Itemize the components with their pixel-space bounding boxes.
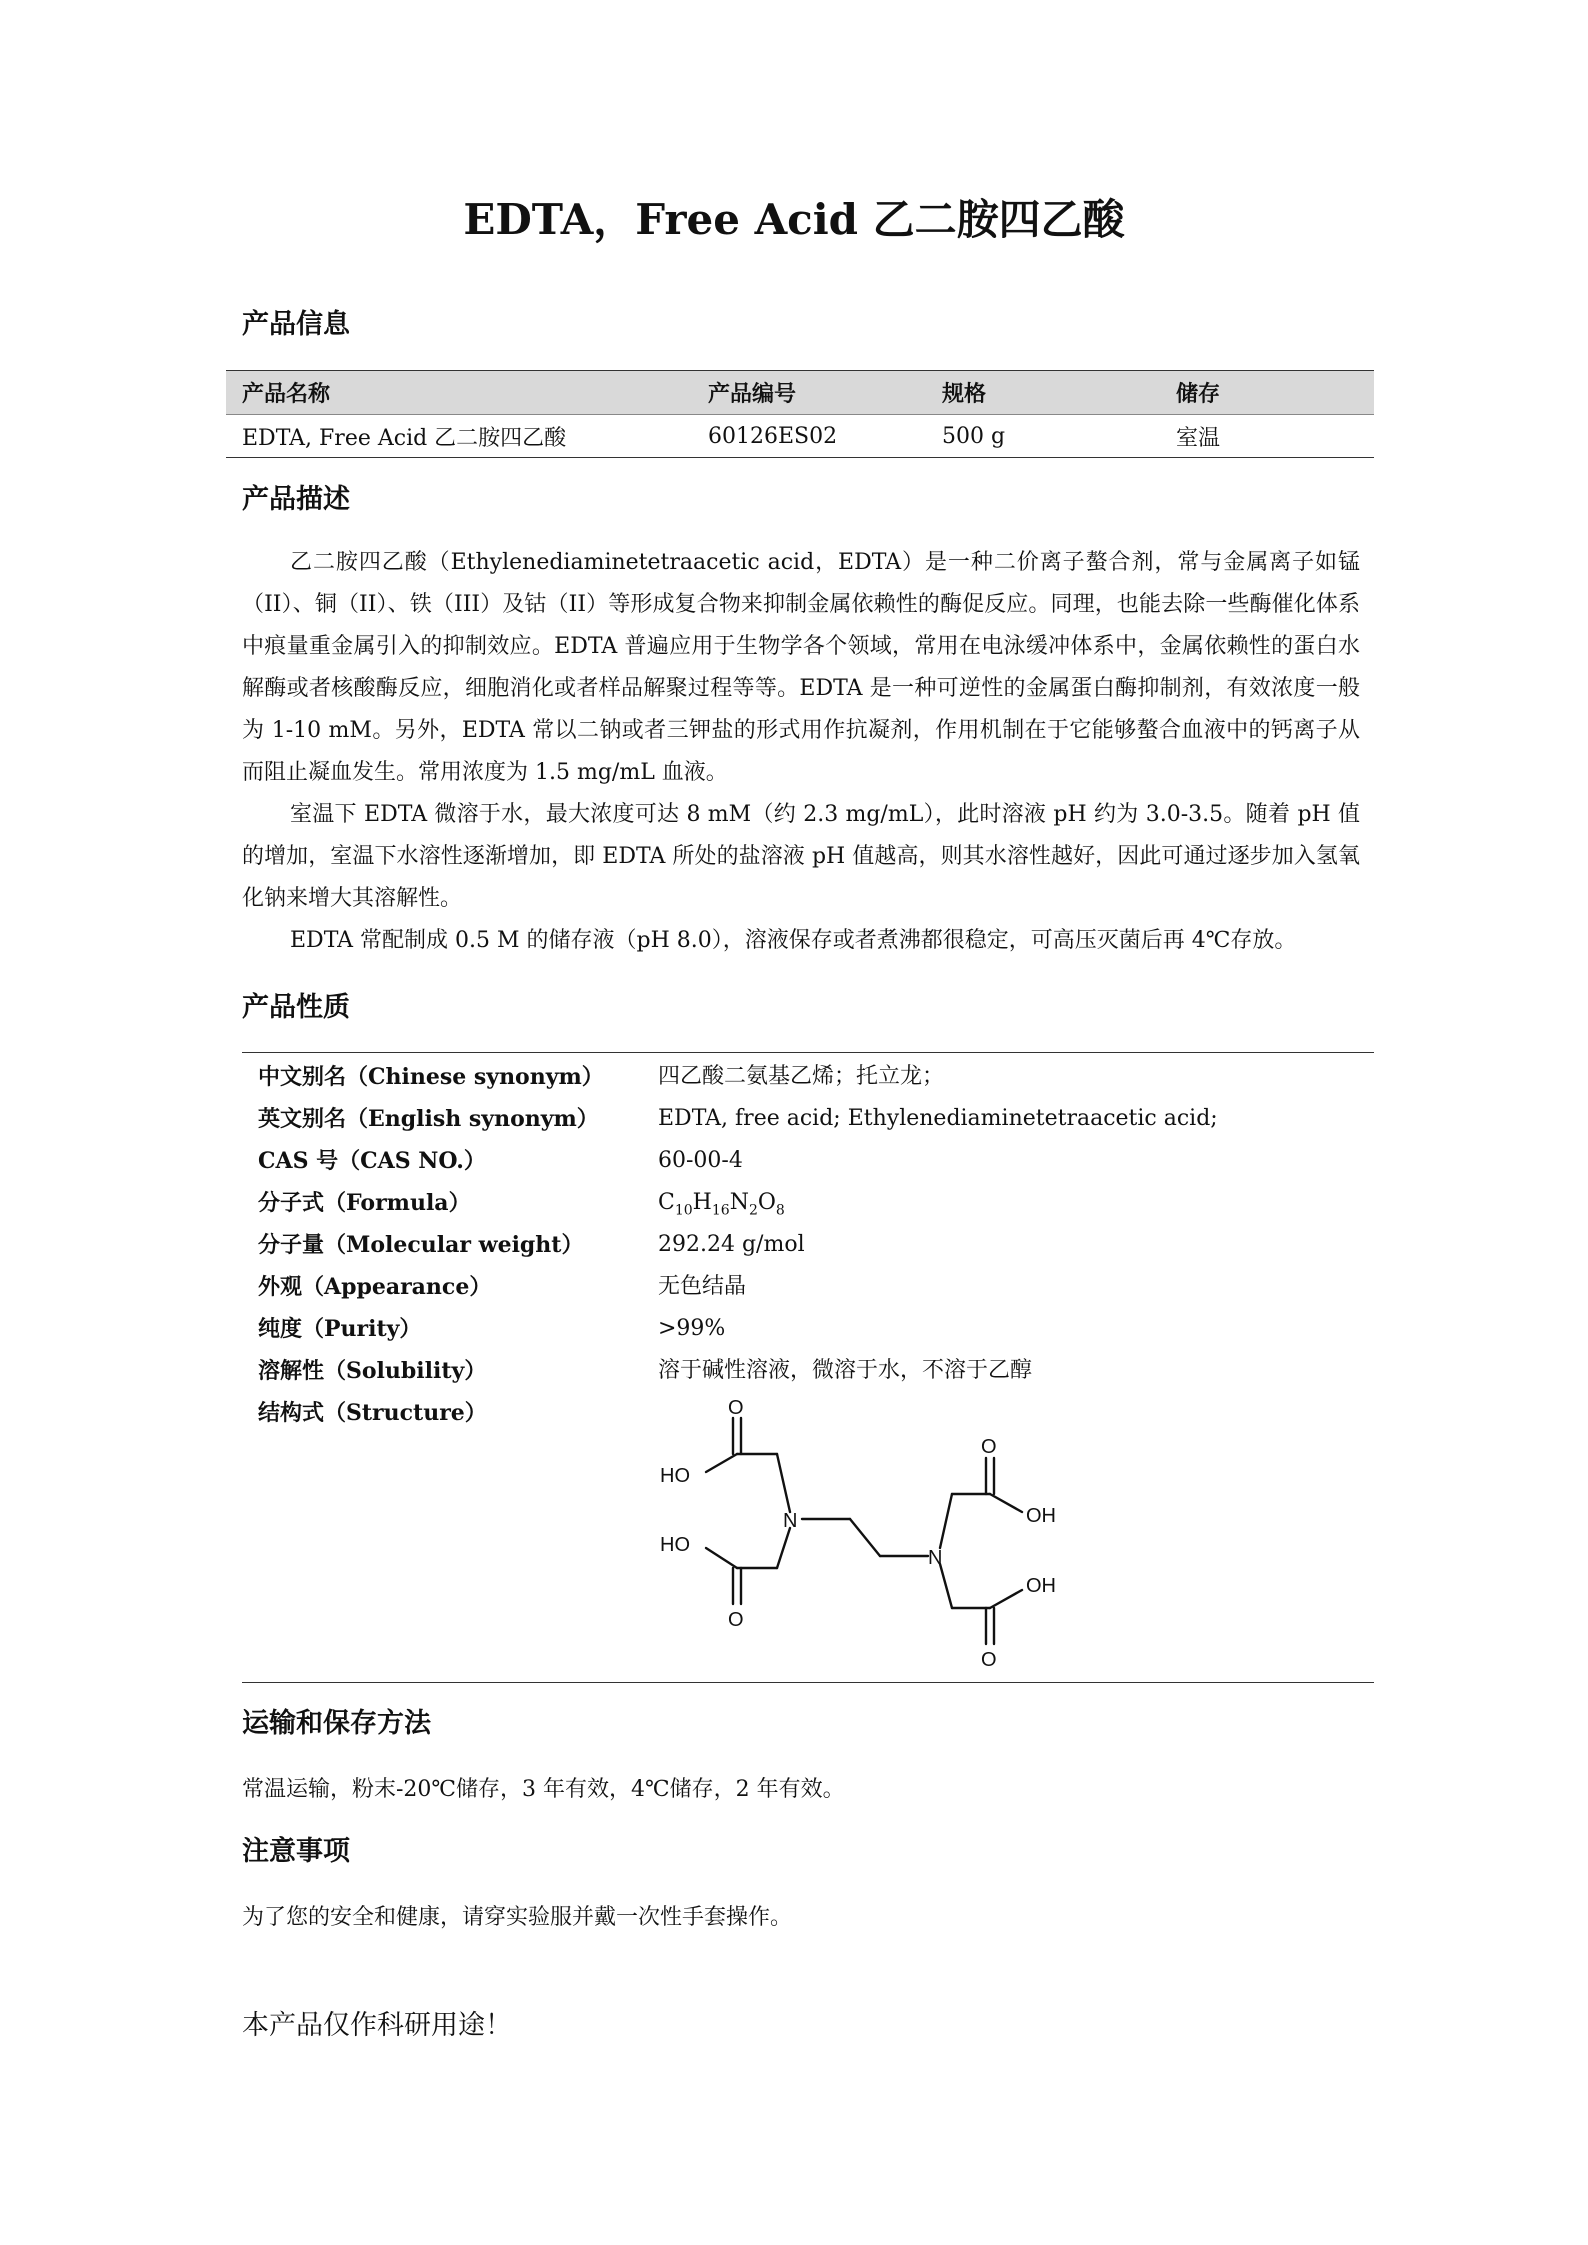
cell-spec: 500 g xyxy=(926,415,1160,458)
property-label: CAS 号（CAS NO.） xyxy=(258,1148,486,1174)
section-description-heading: 产品描述 xyxy=(242,484,350,515)
property-molecular-weight xyxy=(258,1224,1358,1266)
property-label: 溶解性（Solubility） xyxy=(258,1358,487,1384)
atom-ho-upper-left: HO xyxy=(660,1465,690,1487)
formula-element-h: H xyxy=(692,1190,712,1215)
shipping-text: 常温运输，粉末-20℃储存，3 年有效，4℃储存，2 年有效。 xyxy=(242,1777,845,1802)
formula-count-c: 10 xyxy=(674,1202,693,1219)
atom-o-top-right: O xyxy=(981,1436,997,1458)
property-value: 60-00-4 xyxy=(658,1148,743,1173)
atom-oh-upper-right: OH xyxy=(1026,1505,1056,1527)
header-product-name: 产品名称 xyxy=(226,371,692,415)
section-properties-heading: 产品性质 xyxy=(242,992,350,1023)
property-label: 中文别名（Chinese synonym） xyxy=(258,1064,604,1090)
property-value: >99% xyxy=(658,1316,726,1341)
section-product-info-heading: 产品信息 xyxy=(242,309,350,340)
formula-count-h: 16 xyxy=(711,1202,730,1219)
atom-o-bottom-right: O xyxy=(981,1649,997,1671)
property-english-synonym xyxy=(258,1098,1358,1140)
formula-element-c: C xyxy=(658,1190,675,1215)
product-info-table xyxy=(226,370,1374,458)
property-label: 英文别名（English synonym） xyxy=(258,1106,599,1132)
atom-n-right: N xyxy=(928,1547,943,1569)
property-value: 四乙酸二氨基乙烯；托立龙； xyxy=(658,1064,945,1089)
property-value: 溶于碱性溶液，微溶于水，不溶于乙醇 xyxy=(658,1358,1033,1383)
property-label: 分子量（Molecular weight） xyxy=(258,1232,584,1258)
atom-n-left: N xyxy=(783,1510,798,1532)
table-header-row xyxy=(226,371,1374,415)
properties-bottom-rule xyxy=(242,1682,1374,1683)
page-title: EDTA，Free Acid 乙二胺四乙酸 xyxy=(463,195,1125,244)
property-chinese-synonym xyxy=(258,1056,1358,1098)
header-product-code: 产品编号 xyxy=(692,371,926,415)
atom-o-bottom-left: O xyxy=(728,1609,744,1631)
description-paragraph-3: EDTA 常配制成 0.5 M 的储存液（pH 8.0），溶液保存或者煮沸都很稳定，可高压灭菌后再 4℃存放。 xyxy=(290,928,1297,953)
cell-product-name: EDTA, Free Acid 乙二胺四乙酸 xyxy=(226,415,692,458)
property-label: 结构式（Structure） xyxy=(258,1400,487,1426)
atom-ho-lower-left: HO xyxy=(660,1534,690,1556)
cell-product-code: 60126ES02 xyxy=(692,415,926,458)
description-paragraph-1: 乙二胺四乙酸（Ethylenediaminetetraacetic acid，EDTA）是一种二价离子螯合剂，常与金属离子如锰（II）、铜（II）、铁（III）及钴（II）等形成复合物来抑制金属依赖性的酶促反应。同理，也能去除一些酶催化体系中痕量重金属引入的抑制效应。EDTA 普遍应用于生物学各个领域，常用在电泳缓冲体系中，金属依赖性的蛋白水解酶或者核酸酶反应，细胞消化或者样品解聚过程等等。EDTA 是一种可逆性的金属蛋白酶抑制剂，有效浓度一般为 1-10 mM。另外，EDTA 常以二钠或者三钾盐的形式用作抗凝剂，作用机制在于它能够螯合血液中的钙离子从而阻止凝血发生。常用浓度为 1.5 mg/mL 血液。 xyxy=(242,550,1360,785)
property-formula xyxy=(258,1182,1358,1224)
header-storage: 储存 xyxy=(1160,371,1374,415)
description-paragraph-2: 室温下 EDTA 微溶于水，最大浓度可达 8 mM（约 2.3 mg/mL），此时溶液 pH 约为 3.0-3.5。随着 pH 值的增加，室温下水溶性逐渐增加，即 EDTA 所处的盐溶液 pH 值越高，则其水溶性越好，因此可通过逐步加入氢氧化钠来增大其溶解性。 xyxy=(242,802,1360,911)
formula-element-n: N xyxy=(729,1190,749,1215)
property-label: 外观（Appearance） xyxy=(258,1274,492,1300)
formula-count-n: 2 xyxy=(748,1202,758,1219)
property-cas xyxy=(258,1140,1358,1182)
research-use-notice: 本产品仅作科研用途！ xyxy=(242,2010,512,2041)
property-value: 无色结晶 xyxy=(658,1274,747,1299)
cell-storage: 室温 xyxy=(1160,415,1374,458)
formula-count-o: 8 xyxy=(775,1202,785,1219)
table-row xyxy=(226,415,1374,458)
property-value: EDTA, free acid; Ethylenediaminetetraacetic acid; xyxy=(658,1106,1218,1131)
property-appearance xyxy=(258,1266,1358,1308)
property-label: 分子式（Formula） xyxy=(258,1190,471,1216)
section-precautions-heading: 注意事项 xyxy=(242,1836,350,1867)
atom-oh-lower-right: OH xyxy=(1026,1575,1056,1597)
precaution-text: 为了您的安全和健康，请穿实验服并戴一次性手套操作。 xyxy=(242,1905,793,1930)
property-label: 纯度（Purity） xyxy=(258,1316,422,1342)
edta-structure-diagram xyxy=(650,1398,1090,1676)
formula-element-o: O xyxy=(757,1190,776,1215)
description-body xyxy=(242,542,1360,962)
header-spec: 规格 xyxy=(926,371,1160,415)
section-shipping-heading: 运输和保存方法 xyxy=(242,1708,431,1739)
property-value: 292.24 g/mol xyxy=(658,1232,805,1257)
property-purity xyxy=(258,1308,1358,1350)
property-solubility xyxy=(258,1350,1358,1392)
properties-top-rule xyxy=(242,1052,1374,1053)
atom-o-top-left: O xyxy=(728,1398,744,1419)
